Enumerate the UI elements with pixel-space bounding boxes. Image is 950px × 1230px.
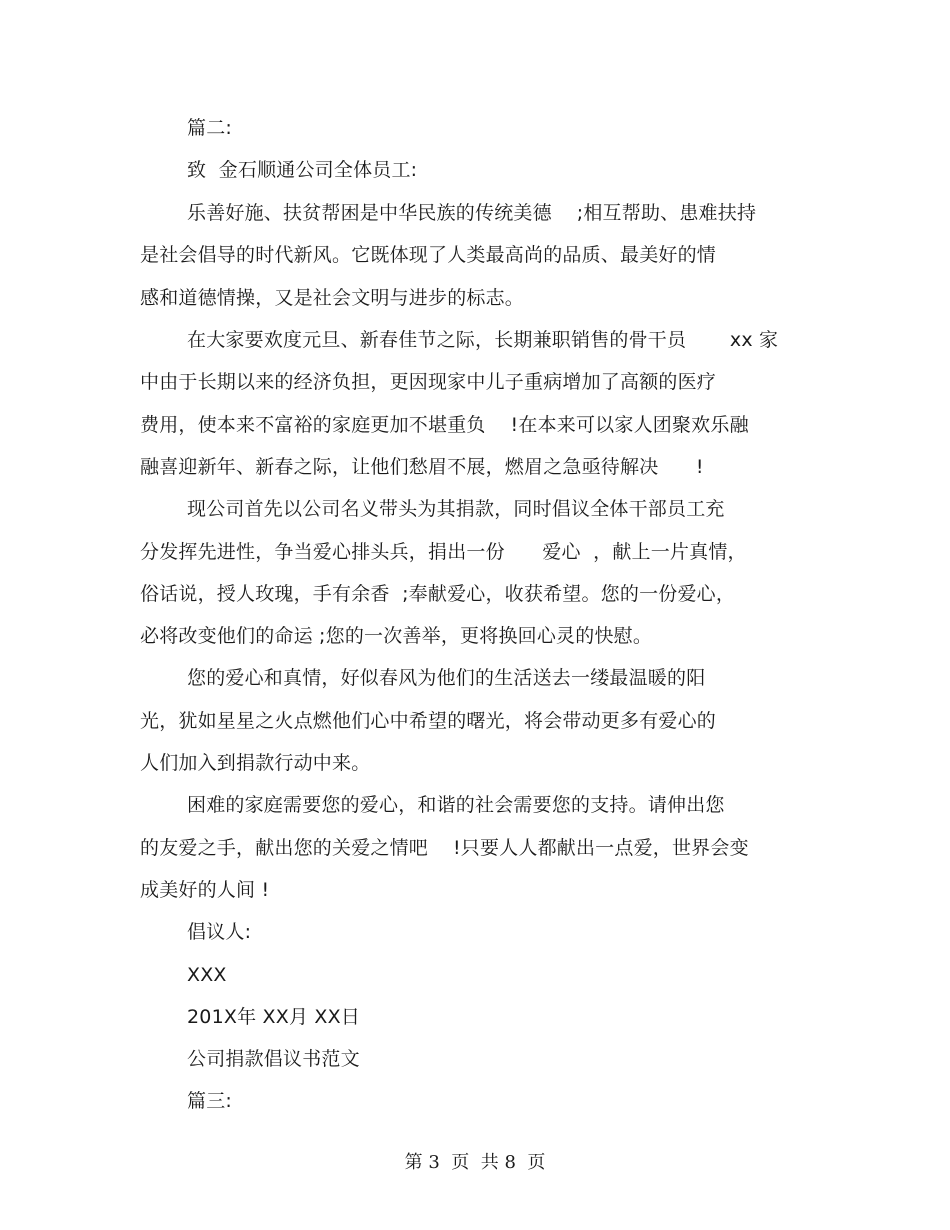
paragraph-line: 您的爱心和真情，好似春风为他们的生活送去一缕最温暖的阳	[187, 667, 706, 689]
paragraph-line: 困难的家庭需要您的爱心，和谐的社会需要您的支持。请伸出您	[187, 794, 725, 816]
paragraph-line: 分发挥先进性，争当爱心排头兵，捐出一份 爱心 ，献上一片真情，	[140, 541, 747, 563]
paragraph-line: 必将改变他们的命运 ;您的一次善举，更将换回心灵的快慰。	[140, 625, 653, 647]
paragraph-line: 费用，使本来不富裕的家庭更加不堪重负 !在本来可以家人团聚欢乐融	[140, 414, 749, 436]
paragraph-line: 在大家要欢度元旦、新春佳节之际，长期兼职销售的骨干员 xx 家	[187, 329, 779, 351]
paragraph-line: 乐善好施、扶贫帮困是中华民族的传统美德 ;相互帮助、患难扶持	[187, 202, 757, 224]
paragraph-line: 俗话说，授人玫瑰，手有余香 ;奉献爱心，收获希望。您的一份爱心，	[140, 583, 736, 605]
paragraph-line: 成美好的人间 !	[140, 879, 270, 901]
paragraph-line: 现公司首先以公司名义带头为其捐款，同时倡议全体干部员工充	[187, 498, 725, 520]
paragraph-line: 光，犹如星星之火点燃他们心中希望的曙光，将会带动更多有爱心的	[140, 710, 717, 732]
date-line: 201X年 XX月 XX日	[187, 1006, 361, 1028]
page-footer: 第 3 页 共 8 页	[404, 1152, 546, 1173]
paragraph-line: 人们加入到捐款行动中来。	[140, 752, 371, 774]
section-heading: 篇二:	[187, 117, 233, 139]
salutation: 致 金石顺通公司全体员工:	[187, 159, 418, 181]
paragraph-line: 感和道德情操，又是社会文明与进步的标志。	[140, 287, 525, 309]
paragraph-line: 融喜迎新年、新春之际，让他们愁眉不展，燃眉之急亟待解决 !	[140, 456, 704, 478]
paragraph-line: 的友爱之手，献出您的关爱之情吧 !只要人人都献出一点爱，世界会变	[140, 837, 749, 859]
paragraph-line: 是社会倡导的时代新风。它既体现了人类最高尚的品质、最美好的情	[140, 244, 717, 266]
signatory-label: 倡议人:	[187, 921, 252, 943]
sample-title: 公司捐款倡议书范文	[187, 1048, 360, 1070]
section-heading: 篇三:	[187, 1090, 233, 1112]
signatory-name: XXX	[187, 964, 227, 986]
paragraph-line: 中由于长期以来的经济负担，更因现家中儿子重病增加了高额的医疗	[140, 371, 717, 393]
